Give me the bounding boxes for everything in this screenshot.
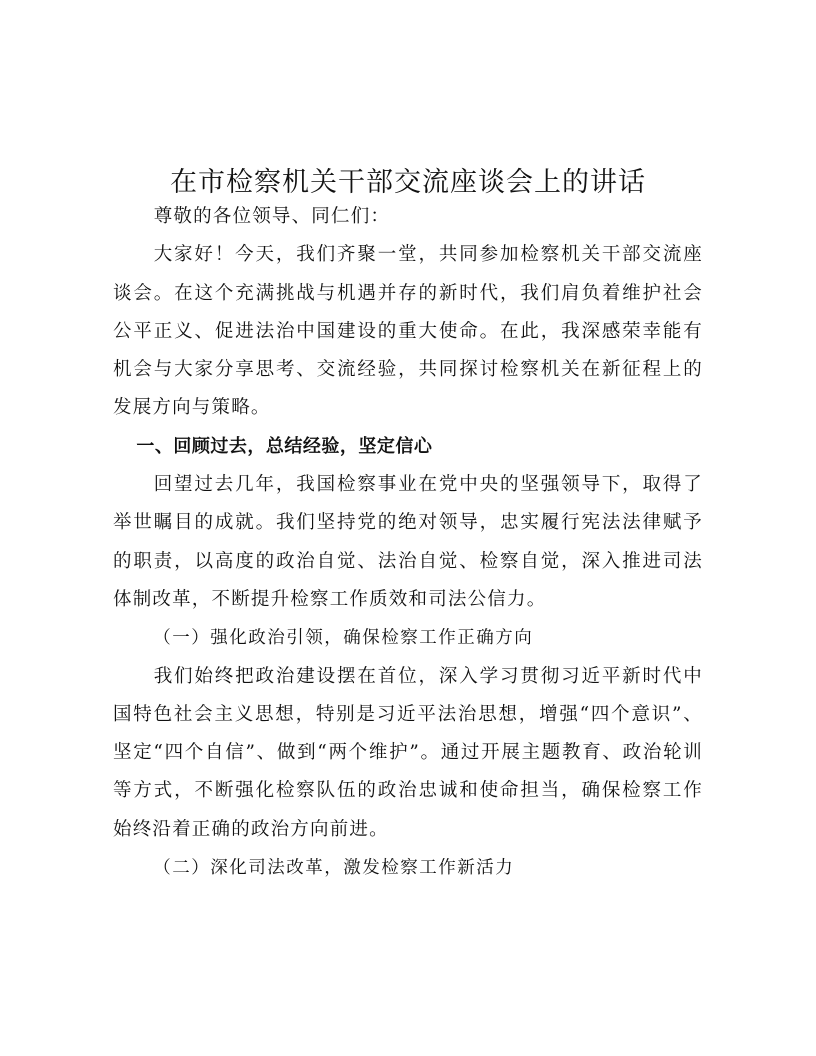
salutation: 尊敬的各位领导、同仁们： [153, 206, 391, 227]
paragraph-opening: 大家好！今天，我们齐聚一堂，共同参加检察机关干部交流座谈会。在这个充满挑战与机遇并存的新时代，我们肩负着维护社会公平正义、促进法治中国建设的重大使命。在此，我深感荣幸能有机会与大家分享思考、交流经验，共同探讨检察机关在新征程上的发展方向与策略。 [113, 244, 703, 419]
paragraph-political: 我们始终把政治建设摆在首位，深入学习贯彻习近平新时代中国特色社会主义思想，特别是习近平法治思想，增强“四个意识”、坚定“四个自信”、做到“两个维护”。通过开展主题教育、政治轮训等方式，不断强化检察队伍的政治忠诚和使命担当，确保检察工作始终沿着正确的政治方向前进。 [113, 665, 703, 840]
document-body [113, 198, 703, 887]
subsection-heading-1: （一）强化政治引领，确保检察工作正确方向 [153, 628, 534, 649]
subsection-heading-2: （二）深化司法改革，激发检察工作新活力 [153, 858, 515, 879]
document-title: 在市检察机关干部交流座谈会上的讲话 [170, 167, 646, 199]
section-heading-1: 一、回顾过去，总结经验，坚定信心 [136, 435, 433, 457]
paragraph-review: 回望过去几年，我国检察事业在党中央的坚强领导下，取得了举世瞩目的成就。我们坚持党的绝对领导，忠实履行宪法法律赋予的职责，以高度的政治自觉、法治自觉、检察自觉，深入推进司法体制改革，不断提升检察工作质效和司法公信力。 [113, 474, 703, 610]
